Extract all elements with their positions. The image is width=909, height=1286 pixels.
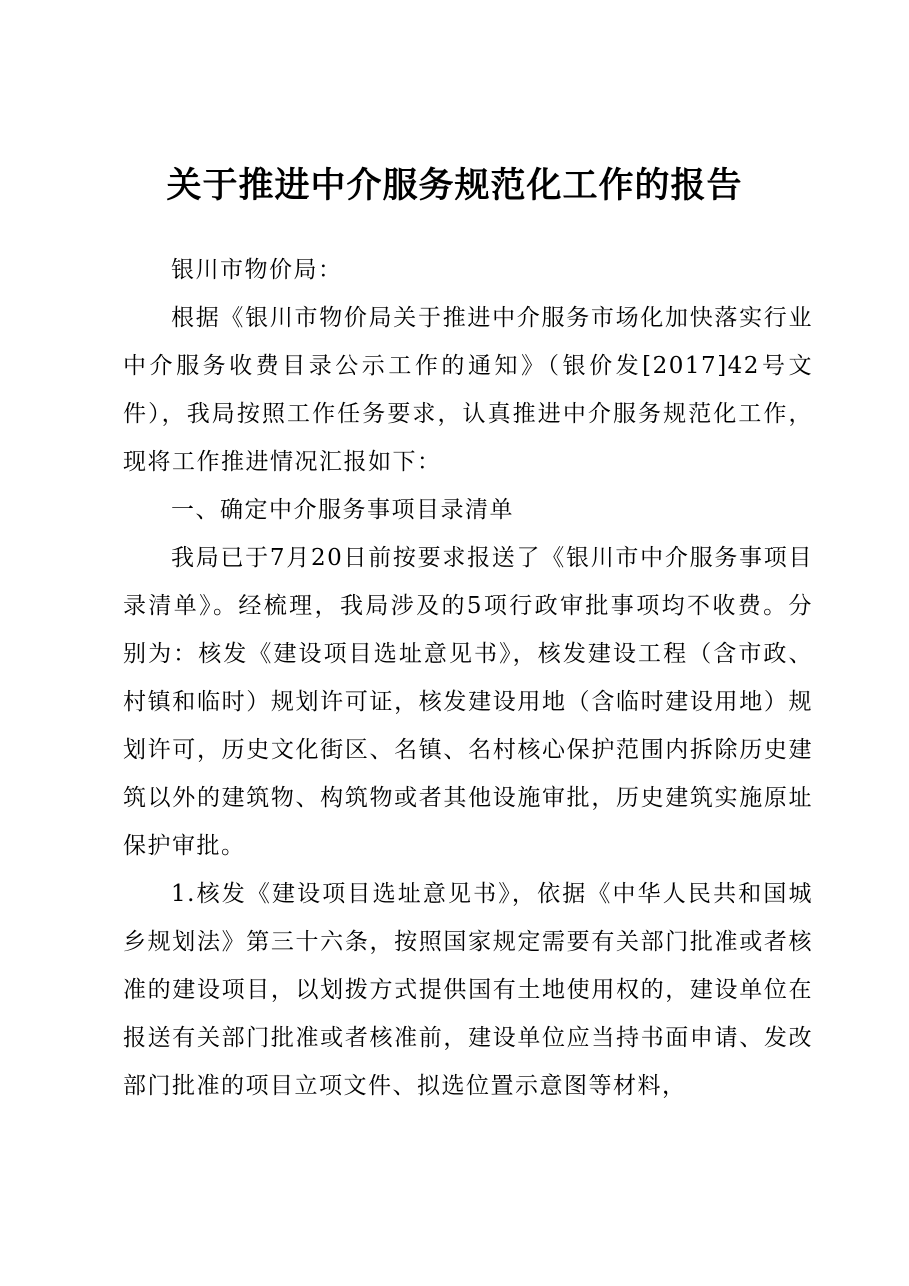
section-heading: 一、确定中介服务事项目录清单 [171,497,514,523]
paragraph-catalog: 我局已于7月20日前按要求报送了《银川市中介服务事项目录清单》。经梳理，我局涉及的5项行政审批事项均不收费。分别为：核发《建设项目选址意见书》，核发建设工程（含市政、村镇和临时）规划许可证，核发建设用地（含临时建设用地）规划许可，历史文化街区、名镇、名村核心保护范围内拆除历史建筑以外的建筑物、构筑物或者其他设施审批，历史建筑实施原址保护审批。 [123,545,813,859]
document-body [123,246,813,1110]
document-title: 关于推进中介服务规范化工作的报告 [166,165,743,206]
salutation: 银川市物价局： [171,257,343,283]
paragraph-intro: 根据《银川市物价局关于推进中介服务市场化加快落实行业中介服务收费目录公示工作的通知》（银价发[2017]42号文件），我局按照工作任务要求，认真推进中介服务规范化工作，现将工作推进情况汇报如下： [123,305,813,475]
paragraph-item-1: 1.核发《建设项目选址意见书》，依据《中华人民共和国城乡规划法》第三十六条，按照国家规定需要有关部门批准或者核准的建设项目，以划拨方式提供国有土地使用权的，建设单位在报送有关部门批准或者核准前，建设单位应当持书面申请、发改部门批准的项目立项文件、拟选位置示意图等材料， [123,881,813,1099]
